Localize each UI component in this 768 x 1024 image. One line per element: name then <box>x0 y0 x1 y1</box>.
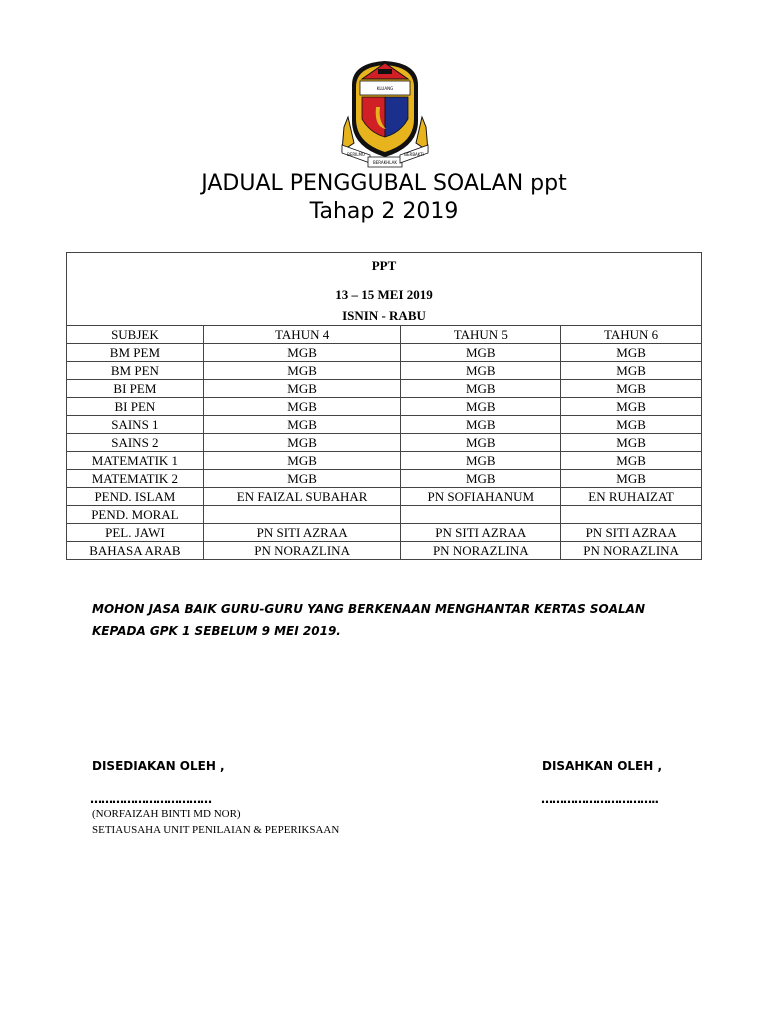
table-row <box>67 452 702 470</box>
prepared-by-label: DISEDIAKAN OLEH , <box>92 759 225 773</box>
teacher-cell: MGB <box>561 434 702 452</box>
table-row <box>67 488 702 506</box>
teacher-cell: PN NORAZLINA <box>561 542 702 560</box>
subject-cell: MATEMATIK 1 <box>67 452 204 470</box>
column-header: SUBJEK <box>67 326 204 344</box>
teacher-cell: MGB <box>401 416 561 434</box>
column-header: TAHUN 6 <box>561 326 702 344</box>
teacher-cell: MGB <box>203 362 401 380</box>
teacher-cell: PN SITI AZRAA <box>561 524 702 542</box>
page-subtitle: Tahap 2 2019 <box>309 199 459 224</box>
teacher-cell: PN SOFIAHANUM <box>401 488 561 506</box>
notice-text <box>92 598 732 642</box>
teacher-cell: MGB <box>561 398 702 416</box>
teacher-cell: PN SITI AZRAA <box>203 524 401 542</box>
teacher-cell: MGB <box>203 344 401 362</box>
approved-by-label: DISAHKAN OLEH , <box>542 759 663 773</box>
column-header: TAHUN 5 <box>401 326 561 344</box>
teacher-cell: MGB <box>401 344 561 362</box>
teacher-cell: MGB <box>203 470 401 488</box>
preparer-title: SETIAUSAHA UNIT PENILAIAN & PEPERIKSAAN <box>92 824 340 836</box>
table-row <box>67 542 702 560</box>
subject-cell: PEND. ISLAM <box>67 488 204 506</box>
table-row <box>67 380 702 398</box>
subject-cell: BI PEN <box>67 398 204 416</box>
school-crest-logo <box>340 55 430 173</box>
notice-line: MOHON JASA BAIK GURU-GURU YANG BERKENAAN MENGHANTAR KERTAS SOALAN <box>92 602 646 616</box>
preparer-name: (NORFAIZAH BINTI MD NOR) <box>92 808 241 820</box>
teacher-cell: MGB <box>561 452 702 470</box>
table-row <box>67 416 702 434</box>
notice-line: KEPADA GPK 1 SEBELUM 9 MEI 2019. <box>92 624 341 638</box>
teacher-cell: MGB <box>561 380 702 398</box>
subject-cell: BM PEN <box>67 362 204 380</box>
teacher-cell: PN SITI AZRAA <box>401 524 561 542</box>
header-exam-days: ISNIN - RABU <box>342 308 426 323</box>
teacher-cell: MGB <box>401 434 561 452</box>
table-row <box>67 398 702 416</box>
teacher-cell <box>561 506 702 524</box>
subject-cell: SAINS 1 <box>67 416 204 434</box>
teacher-cell: MGB <box>203 452 401 470</box>
teacher-cell: MGB <box>561 416 702 434</box>
subject-cell: BAHASA ARAB <box>67 542 204 560</box>
table-row <box>67 434 702 452</box>
crest-motto-3: BERBAKTI <box>404 152 424 157</box>
table-row <box>67 362 702 380</box>
teacher-cell <box>401 506 561 524</box>
teacher-cell: MGB <box>203 398 401 416</box>
teacher-cell: MGB <box>401 452 561 470</box>
prepared-signature-line: …………………………… <box>90 792 211 806</box>
subject-cell: PEND. MORAL <box>67 506 204 524</box>
teacher-cell: EN RUHAIZAT <box>561 488 702 506</box>
header-exam-dates: 13 – 15 MEI 2019 <box>335 287 433 302</box>
table-row <box>67 470 702 488</box>
teacher-cell: PN NORAZLINA <box>401 542 561 560</box>
teacher-cell: MGB <box>203 416 401 434</box>
teacher-cell: MGB <box>401 362 561 380</box>
column-header: TAHUN 4 <box>203 326 401 344</box>
teacher-cell: PN NORAZLINA <box>203 542 401 560</box>
page-title: JADUAL PENGGUBAL SOALAN ppt <box>201 171 567 196</box>
crest-motto-1: BERILMU <box>347 152 365 157</box>
subject-cell: BM PEM <box>67 344 204 362</box>
approved-signature-line: ………………………….. <box>541 792 659 806</box>
teacher-cell: MGB <box>561 470 702 488</box>
table-header-cell <box>67 253 702 326</box>
subject-cell: PEL. JAWI <box>67 524 204 542</box>
table-row <box>67 344 702 362</box>
column-header-row <box>67 326 702 344</box>
teacher-cell: EN FAIZAL SUBAHAR <box>203 488 401 506</box>
header-exam-name: PPT <box>371 258 397 273</box>
teacher-cell: MGB <box>203 434 401 452</box>
subject-cell: SAINS 2 <box>67 434 204 452</box>
table-row <box>67 506 702 524</box>
table-row <box>67 524 702 542</box>
table-header-block <box>67 253 702 326</box>
crest-place-text: KLUANG <box>376 86 394 91</box>
crest-motto-2: BERAKHLAK <box>373 160 397 165</box>
subject-cell: BI PEM <box>67 380 204 398</box>
teacher-cell <box>203 506 401 524</box>
teacher-cell: MGB <box>561 344 702 362</box>
teacher-cell: MGB <box>401 380 561 398</box>
schedule-table <box>66 252 702 560</box>
subject-cell: MATEMATIK 2 <box>67 470 204 488</box>
teacher-cell: MGB <box>401 398 561 416</box>
teacher-cell: MGB <box>401 470 561 488</box>
teacher-cell: MGB <box>561 362 702 380</box>
teacher-cell: MGB <box>203 380 401 398</box>
